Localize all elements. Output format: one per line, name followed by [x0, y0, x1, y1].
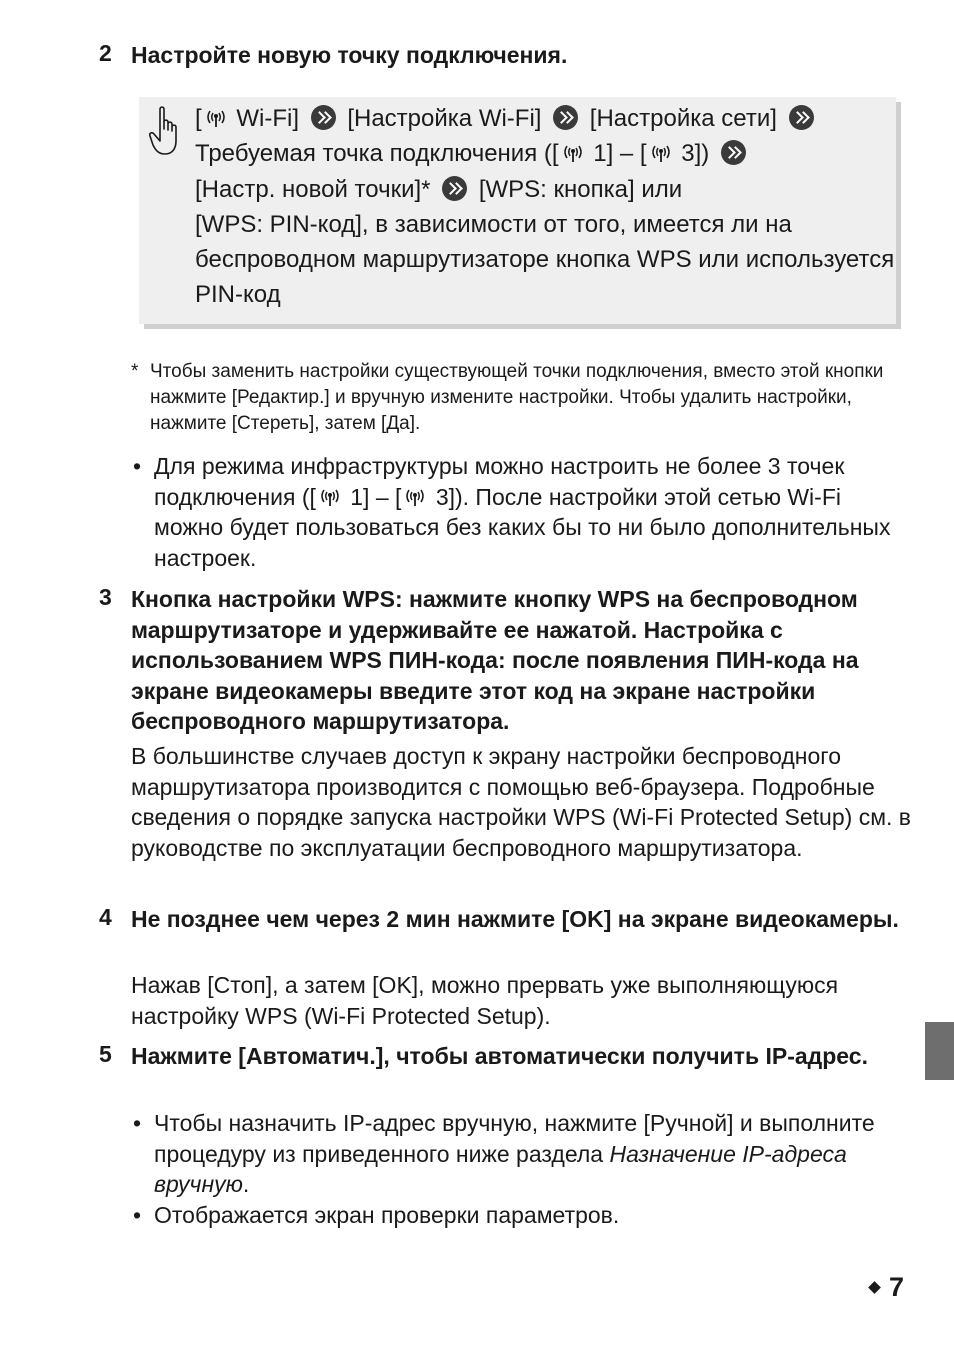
wifi-antenna-icon [319, 487, 341, 507]
wifi-antenna-icon [562, 143, 584, 163]
diamond-icon [868, 1281, 881, 1294]
bullet-infra-part1: Для режима инфраструктуры можно настроить не более 3 точек подключения ([ [154, 453, 845, 510]
step-5-number: 5 [99, 1041, 112, 1067]
step-3-number: 3 [99, 584, 112, 610]
menu-new-point: [Настр. новой точки]* [195, 175, 431, 203]
page-number [870, 1272, 904, 1303]
instruction-text [195, 101, 895, 313]
wifi-antenna-icon [650, 143, 672, 163]
step-5-title: Нажмите [Автоматич.], чтобы автоматически получить IP-адрес. [131, 1043, 868, 1069]
bullet-infra-part3: 3]). После настройки этой сетью Wi-Fi можно будет пользоваться без каких бы то ни было дополнительных настроек. [154, 483, 891, 571]
step-4-number: 4 [99, 904, 112, 930]
menu-wps-button: [WPS: кнопка] или [478, 175, 683, 203]
step-4-body: Нажав [Стоп], а затем [OK], можно прервать уже выполняющуюся настройку WPS (Wi-Fi Protected Setup). [131, 972, 839, 1029]
section-reference-manual-ip: Назначение IP-адреса вручную [154, 1140, 847, 1197]
step-3-title: Кнопка настройки WPS: нажмите кнопку WPS на беспроводном маршрутизаторе и удерживайте ее нажатой. Настройка с использованием WPS ПИН-кода: после появления ПИН-кода на экране видеокамеры введите этот код на экране настройки беспроводного маршрутизатора. [131, 586, 859, 734]
touch-hand-icon [148, 105, 182, 162]
menu-wifi-setup: [Настройка Wi-Fi] [347, 105, 542, 132]
bullet-infra-part2: 1] – [ [350, 483, 402, 510]
section-tab-marker [925, 1022, 954, 1080]
bullet-check-screen: Отображается экран проверки параметров. [154, 1201, 620, 1228]
bracket-close: ] [292, 105, 299, 132]
bracket-open: [ [551, 140, 559, 168]
bracket-open: [ [195, 105, 202, 132]
double-chevron-icon [553, 105, 578, 130]
double-chevron-icon [789, 105, 814, 130]
bullet-manual-ip-end: . [242, 1171, 250, 1197]
footnote-text: Чтобы заменить настройки существующей точки подключения, вместо этой кнопки нажмите [Редактир.] и вручную измените настройки. Чтобы удалить настройки, нажмите [Стереть], затем [Да]. [150, 361, 884, 434]
range-three: 3]) [681, 140, 710, 168]
page-number-value: 7 [889, 1272, 905, 1302]
wifi-antenna-icon [205, 108, 227, 128]
wifi-antenna-icon [404, 487, 426, 507]
double-chevron-icon [721, 140, 746, 165]
step-4-title: Не позднее чем через 2 мин нажмите [OK] на экране видеокамеры. [131, 906, 899, 932]
footnote-star: * [131, 361, 139, 382]
bullet-manual-ip-text: Чтобы назначить IP-адрес вручную, нажмите [Ручной] и выполните процедуру из приведенного ниже раздела [154, 1110, 875, 1167]
double-chevron-icon [311, 105, 336, 130]
list-item [133, 1108, 913, 1200]
footnote [131, 359, 901, 437]
step-2-number: 2 [99, 40, 112, 66]
menu-required-point: Требуемая точка подключения ( [195, 140, 552, 168]
bullet-infrastructure [133, 451, 913, 573]
menu-network-setup: [Настройка сети] [589, 105, 777, 132]
list-item [133, 1200, 913, 1231]
step-5-bullets [133, 1108, 913, 1230]
range-one: 1] – [ [593, 140, 647, 168]
step-2-title: Настройте новую точку подключения. [131, 42, 568, 68]
menu-wps-pin: [WPS: PIN-код], в зависимости от того, имеется ли на беспроводном маршрутизаторе кнопка WPS или используется PIN-код [195, 210, 895, 309]
menu-wifi: Wi-Fi [236, 105, 293, 132]
step-3-body: В большинстве случаев доступ к экрану настройки беспроводного маршрутизатора производится с помощью веб-браузера. Подробные сведения о порядке запуска настройки WPS (Wi-Fi Protected Setup) см. в руководстве по эксплуатации беспроводного маршрутизатора. [131, 743, 912, 861]
double-chevron-icon [442, 176, 467, 201]
list-item [133, 451, 913, 573]
